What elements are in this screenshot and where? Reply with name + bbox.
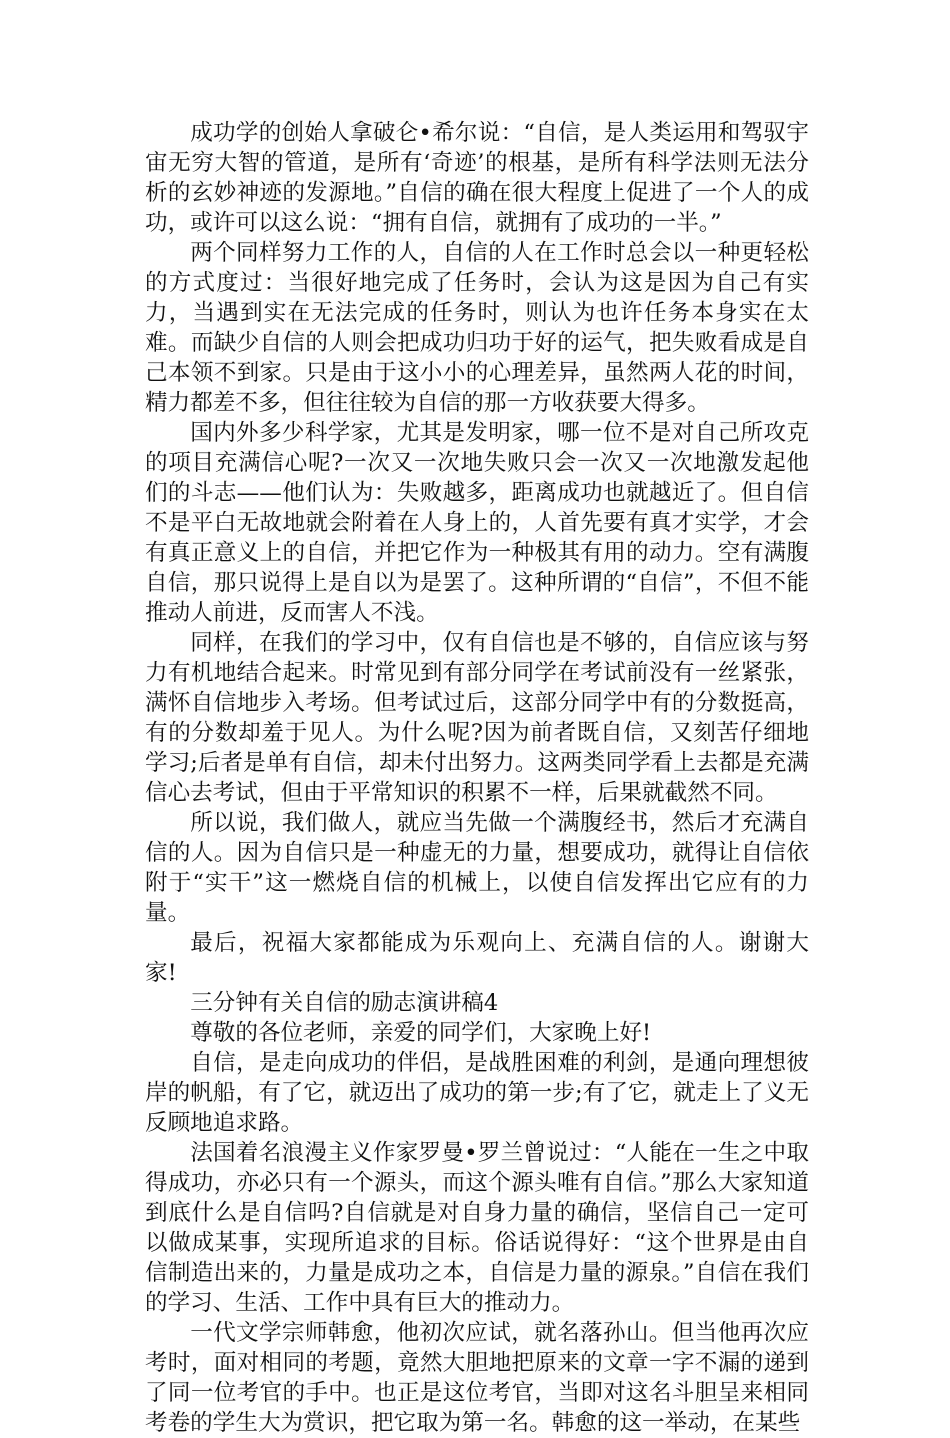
paragraph: 自信，是走向成功的伴侣，是战胜困难的利剑，是通向理想彼岸的帆船，有了它，就迈出了成功的第一步;有了它，就走上了义无反顾地追求路。	[145, 1050, 809, 1136]
paragraph: 最后，祝福大家都能成为乐观向上、充满自信的人。谢谢大家!	[145, 930, 809, 986]
paragraph: 成功学的创始人拿破仑•希尔说：“自信，是人类运用和驾驭宇宙无穷大智的管道，是所有‘奇迹’的根基，是所有科学法则无法分析的玄妙神迹的发源地。”自信的确在很大程度上促进了一个人的成功，或许可以这么说：“拥有自信，就拥有了成功的一半。”	[145, 120, 809, 236]
paragraph: 同样，在我们的学习中，仅有自信也是不够的，自信应该与努力有机地结合起来。时常见到有部分同学在考试前没有一丝紧张，满怀自信地步入考场。但考试过后，这部分同学中有的分数挺高，有的分数却羞于见人。为什么呢?因为前者既自信，又刻苦仔细地学习;后者是单有自信，却未付出努力。这两类同学看上去都是充满信心去考试，但由于平常知识的积累不一样，后果就截然不同。	[145, 630, 809, 806]
section-heading: 三分钟有关自信的励志演讲稿4	[190, 990, 499, 1016]
paragraph: 国内外多少科学家，尤其是发明家，哪一位不是对自己所攻克的项目充满信心呢?一次又一次地失败只会一次又一次地激发起他们的斗志——他们认为：失败越多，距离成功也就越近了。但自信不是平白无故地就会附着在人身上的，人首先要有真才实学，才会有真正意义上的自信，并把它作为一种极其有用的动力。空有满腹自信，那只说得上是自以为是罢了。这种所谓的“自信”，不但不能推动人前进，反而害人不浅。	[145, 420, 809, 626]
salutation: 尊敬的各位老师，亲爱的同学们，大家晚上好!	[190, 1020, 652, 1046]
paragraph: 两个同样努力工作的人，自信的人在工作时总会以一种更轻松的方式度过：当很好地完成了任务时，会认为这是因为自己有实力，当遇到实在无法完成的任务时，则认为也许任务本身实在太难。而缺少自信的人则会把成功归功于好的运气，把失败看成是自己本领不到家。只是由于这小小的心理差异，虽然两人花的时间，精力都差不多，但往往较为自信的那一方收获要大得多。	[145, 240, 809, 416]
paragraph: 法国着名浪漫主义作家罗曼•罗兰曾说过：“人能在一生之中取得成功，亦必只有一个源头，而这个源头唯有自信。”那么大家知道到底什么是自信吗?自信就是对自身力量的确信，坚信自己一定可以做成某事，实现所追求的目标。俗话说得好：“这个世界是由自信制造出来的，力量是成功之本，自信是力量的源泉。”自信在我们的学习、生活、工作中具有巨大的推动力。	[145, 1140, 809, 1316]
document-page	[145, 118, 809, 1438]
paragraph: 所以说，我们做人，就应当先做一个满腹经书，然后才充满自信的人。因为自信只是一种虚无的力量，想要成功，就得让自信依附于“实干”这一燃烧自信的机械上，以使自信发挥出它应有的力量。	[145, 810, 809, 926]
paragraph: 一代文学宗师韩愈，他初次应试，就名落孙山。但当他再次应考时，面对相同的考题，竟然大胆地把原来的文章一字不漏的递到了同一位考官的手中。也正是这位考官，当即对这名斗胆呈来相同考卷的学生大为赏识，把它取为第一名。韩愈的这一举动，在某些	[145, 1320, 809, 1436]
